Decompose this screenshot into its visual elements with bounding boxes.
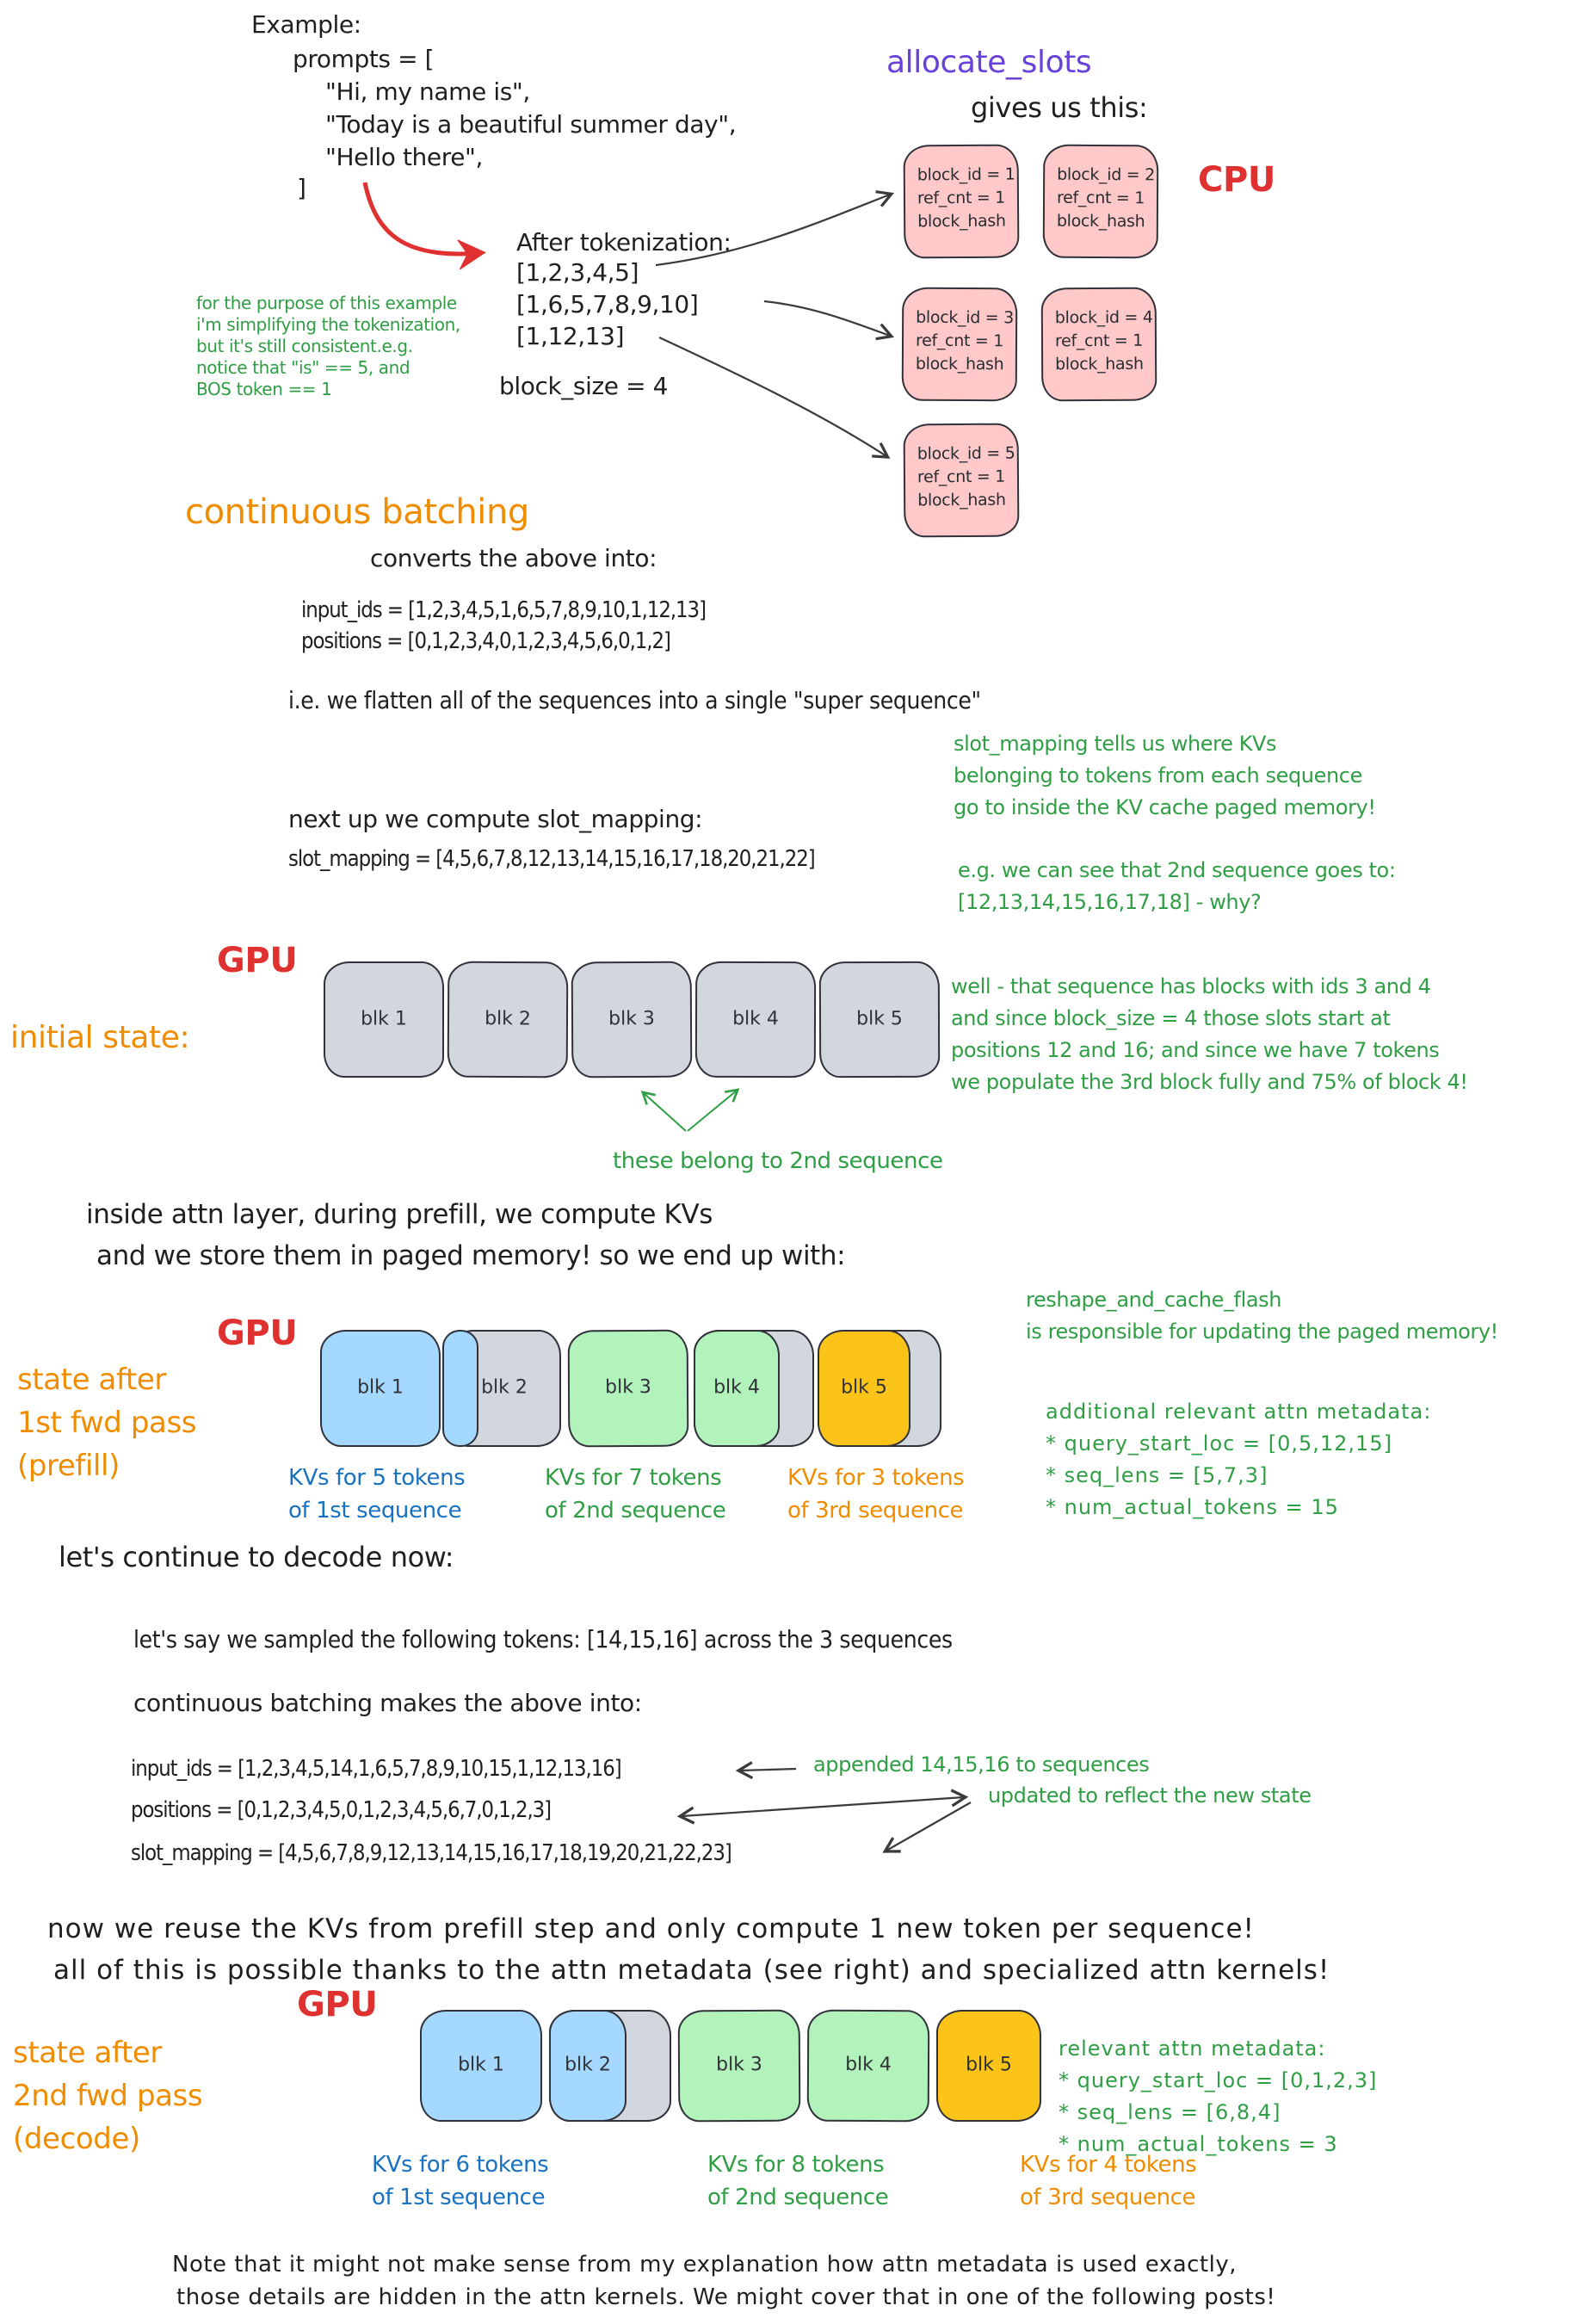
gpu-label-initial: GPU (217, 941, 298, 980)
prefill-blk-1-label: blk 1 (357, 1376, 404, 1399)
flatten-note: i.e. we flatten all of the sequences into a single "super sequence" (288, 686, 981, 714)
decode-title: let's continue to decode now: (59, 1541, 454, 1573)
cpu-block-4-ref: ref_cnt = 1 (1054, 331, 1144, 351)
cpu-block-1-hash: block_hash (917, 211, 1006, 232)
prefill-meta-1: * query_start_loc = [0,5,12,15] (1046, 1431, 1392, 1456)
tokenization-note (196, 293, 460, 400)
initial-blk-2-label: blk 2 (485, 1007, 531, 1029)
prefill-blk-3-label: blk 3 (605, 1376, 651, 1399)
cpu-block-5-ref: ref_cnt = 1 (917, 467, 1006, 487)
decode-cap-2 (707, 2148, 888, 2214)
initial-blk-3-label: blk 3 (608, 1007, 655, 1029)
why-note-l3: positions 12 and 16; and since we have 7 tokens (951, 1038, 1440, 1062)
decode-cap-1 (372, 2148, 548, 2214)
initial-blk-5-label: blk 5 (856, 1007, 903, 1029)
cpu-block-1 (904, 145, 1020, 259)
decode-cap-2a: KVs for 8 tokens (707, 2152, 885, 2178)
slot-mapping-example (958, 855, 1396, 918)
cpu-block-3-ref: ref_cnt = 1 (915, 331, 1004, 351)
arrow-tokens2-to-block3 (764, 301, 890, 336)
slot-mapping-note-l2: belonging to tokens from each sequence (954, 763, 1362, 788)
tokenization-note-l4: notice that "is" == 5, and (196, 357, 410, 378)
arrow-slotmap-updated (886, 1802, 971, 1851)
tokens-seq2: [1,6,5,7,8,9,10] (516, 290, 699, 318)
next-up-slot-mapping: next up we compute slot_mapping: (288, 805, 703, 833)
initial-blk-4-label: blk 4 (732, 1007, 779, 1029)
decode-state-l3: (decode) (13, 2122, 140, 2156)
tokenization-note-l1: for the purpose of this example (196, 293, 457, 313)
batching-positions: positions = [0,1,2,3,4,0,1,2,3,4,5,6,0,1,2] (301, 628, 670, 654)
cpu-block-2-id: block_id = 2 (1057, 164, 1155, 185)
decode-attn-metadata (1059, 2033, 1377, 2160)
batching-slot-mapping: slot_mapping = [4,5,6,7,8,12,13,14,15,16,17,18,20,21,22] (288, 846, 815, 872)
tokens-seq1: [1,2,3,4,5] (516, 258, 639, 287)
decode-blk-5-label: blk 5 (966, 2054, 1012, 2076)
prefill-intro-2: and we store them in paged memory! so we end up with: (96, 1240, 846, 1271)
cpu-block-1-id: block_id = 1 (917, 164, 1015, 185)
prefill-cap-2 (545, 1462, 725, 1527)
prefill-cap-3b: of 3rd sequence (787, 1498, 964, 1524)
prompt-1: "Hi, my name is", (325, 77, 530, 106)
tokenization-note-l5: BOS token == 1 (196, 379, 332, 399)
initial-blk-1 (324, 961, 444, 1078)
prefill-blk-4-label: blk 4 (713, 1376, 760, 1399)
cpu-label: CPU (1198, 160, 1275, 200)
decode-cap-1a: KVs for 6 tokens (372, 2152, 549, 2178)
decode-blk-5 (936, 2010, 1041, 2122)
decode-blk-2-label: blk 2 (565, 2054, 611, 2076)
example-title: Example: (251, 10, 361, 39)
reshape-note (1026, 1284, 1498, 1348)
decode-slot-mapping: slot_mapping = [4,5,6,7,8,9,12,13,14,15,16,17,18,19,20,21,22,23] (131, 1840, 731, 1866)
prefill-cap-3 (787, 1462, 964, 1527)
prefill-cap-1a: KVs for 5 tokens (288, 1465, 466, 1491)
cpu-block-5-hash: block_hash (917, 490, 1006, 510)
reshape-note-l2: is responsible for updating the paged memory! (1026, 1320, 1498, 1344)
prefill-blk-1 (320, 1330, 441, 1447)
decode-blk-3-label: blk 3 (716, 2054, 762, 2076)
prefill-meta-title: additional relevant attn metadata: (1046, 1400, 1432, 1424)
prefill-blk-4-green-part (694, 1330, 780, 1447)
cpu-block-4-id: block_id = 4 (1054, 307, 1153, 328)
prefill-cap-1 (288, 1462, 465, 1527)
decode-blk-1-label: blk 1 (458, 2054, 504, 2076)
arrow-prompts-to-tokenization (365, 182, 478, 254)
prefill-blk-3 (568, 1330, 689, 1448)
why-note-l4: we populate the 3rd block fully and 75% of block 4! (951, 1070, 1468, 1094)
initial-state-label: initial state: (10, 1020, 190, 1055)
decode-state-l2: 2nd fwd pass (13, 2079, 203, 2113)
tokenization-note-l3: but it's still consistent.e.g. (196, 336, 413, 356)
cpu-block-5-id: block_id = 5 (917, 443, 1015, 464)
batching-input-ids: input_ids = [1,2,3,4,5,1,6,5,7,8,9,10,1,12,13] (301, 597, 706, 623)
prefill-blk-5-label: blk 5 (841, 1376, 887, 1399)
initial-blk-4 (695, 961, 816, 1078)
prefill-cap-1b: of 1st sequence (288, 1498, 462, 1524)
footer-note-1: Note that it might not make sense from my explanation how attn metadata is used exactly, (172, 2252, 1237, 2278)
cpu-block-5 (904, 423, 1020, 538)
updated-note: updated to reflect the new state (988, 1783, 1312, 1808)
prompts-open: prompts = [ (293, 45, 435, 73)
reshape-note-l1: reshape_and_cache_flash (1026, 1288, 1282, 1312)
prefill-cap-3a: KVs for 3 tokens (787, 1465, 965, 1491)
decode-state-l1: state after (13, 2036, 162, 2070)
decode-sampled: let's say we sampled the following tokens: [14,15,16] across the 3 sequences (133, 1625, 953, 1653)
allocate-slots-label: allocate_slots (886, 45, 1092, 80)
cpu-block-4-hash: block_hash (1055, 354, 1144, 374)
prompt-3: "Hello there", (325, 143, 484, 171)
prefill-blk-2-blue-part (442, 1330, 478, 1447)
belong-2nd-sequence: these belong to 2nd sequence (613, 1148, 943, 1174)
appended-note: appended 14,15,16 to sequences (813, 1752, 1150, 1777)
block-size: block_size = 4 (499, 372, 669, 400)
slot-mapping-example-l1: e.g. we can see that 2nd sequence goes to: (958, 858, 1396, 882)
decode-state-label (13, 2031, 202, 2160)
prefill-meta-3: * num_actual_tokens = 15 (1046, 1495, 1339, 1519)
prefill-blk-2-label: blk 2 (481, 1376, 528, 1399)
cpu-block-3 (902, 287, 1018, 402)
decode-meta-title: relevant attn metadata: (1059, 2037, 1326, 2061)
cpu-block-2-ref: ref_cnt = 1 (1056, 188, 1145, 208)
decode-meta-2: * seq_lens = [6,8,4] (1059, 2100, 1281, 2124)
initial-blk-1-label: blk 1 (361, 1007, 407, 1029)
reuse-line-2: all of this is possible thanks to the attn metadata (see right) and specialized attn kernels! (53, 1955, 1330, 1986)
slot-mapping-note-l1: slot_mapping tells us where KVs (954, 732, 1277, 756)
decode-cap-3a: KVs for 4 tokens (1020, 2152, 1197, 2178)
tokenization-note-l2: i'm simplifying the tokenization, (196, 314, 460, 335)
arrow-belong-left (644, 1093, 686, 1131)
prefill-state-l3: (prefill) (17, 1449, 120, 1483)
decode-meta-3: * num_actual_tokens = 3 (1059, 2132, 1338, 2156)
why-note (951, 971, 1468, 1098)
why-note-l1: well - that sequence has blocks with ids 3 and 4 (951, 974, 1431, 998)
decode-cap-2b: of 2nd sequence (707, 2185, 889, 2210)
prefill-meta-2: * seq_lens = [5,7,3] (1046, 1463, 1268, 1487)
decode-input-ids: input_ids = [1,2,3,4,5,14,1,6,5,7,8,9,10,15,1,12,13,16] (131, 1756, 621, 1782)
slot-mapping-note-l3: go to inside the KV cache paged memory! (954, 795, 1376, 819)
arrow-tokens3-to-block5 (659, 337, 886, 456)
gives-us-this: gives us this: (971, 91, 1148, 124)
decode-blk-2-blue-part (549, 2010, 627, 2122)
initial-blk-5 (819, 961, 940, 1078)
decode-cap-3b: of 3rd sequence (1020, 2185, 1196, 2210)
converts-subtitle: converts the above into: (370, 544, 657, 572)
cpu-block-1-ref: ref_cnt = 1 (917, 188, 1006, 208)
cpu-block-2-hash: block_hash (1056, 211, 1145, 232)
cpu-block-2 (1043, 145, 1159, 259)
decode-meta-1: * query_start_loc = [0,1,2,3] (1059, 2068, 1378, 2092)
decode-cap-1b: of 1st sequence (372, 2185, 546, 2210)
prefill-state-label (17, 1358, 196, 1487)
decode-blk-4-label: blk 4 (845, 2054, 892, 2076)
prompt-2: "Today is a beautiful summer day", (325, 110, 737, 139)
decode-blk-1 (420, 2010, 542, 2122)
arrow-updated (682, 1797, 964, 1816)
tokens-seq3: [1,12,13] (516, 322, 625, 350)
decode-positions: positions = [0,1,2,3,4,5,0,1,2,3,4,5,6,7,0,1,2,3] (131, 1797, 552, 1823)
prompts-close: ] (297, 174, 306, 202)
prefill-state-l2: 1st fwd pass (17, 1406, 197, 1440)
prefill-attn-metadata (1046, 1396, 1431, 1524)
cpu-block-3-hash: block_hash (915, 354, 1004, 374)
decode-blk-3 (678, 2010, 801, 2123)
prefill-intro-1: inside attn layer, during prefill, we compute KVs (86, 1199, 713, 1230)
cpu-block-3-id: block_id = 3 (916, 307, 1014, 328)
prefill-blk-5-yellow-part (818, 1330, 910, 1447)
prefill-cap-2b: of 2nd sequence (545, 1498, 726, 1524)
prefill-cap-2a: KVs for 7 tokens (545, 1465, 722, 1491)
initial-blk-2 (448, 961, 569, 1079)
continuous-batching-title: continuous batching (185, 492, 529, 532)
gpu-label-prefill: GPU (217, 1313, 298, 1353)
gpu-label-decode: GPU (297, 1985, 378, 2024)
cpu-block-4 (1041, 287, 1157, 402)
slot-mapping-example-l2: [12,13,14,15,16,17,18] - why? (958, 890, 1262, 914)
prefill-state-l1: state after (17, 1363, 166, 1397)
slot-mapping-note (954, 728, 1376, 824)
why-note-l2: and since block_size = 4 those slots start at (951, 1006, 1391, 1030)
decode-blk-4 (807, 2010, 930, 2123)
arrow-appended (740, 1769, 796, 1771)
after-tokenization-title: After tokenization: (516, 228, 731, 257)
footer-note-2: those details are hidden in the attn kernels. We might cover that in one of the following posts! (176, 2284, 1276, 2310)
reuse-line-1: now we reuse the KVs from prefill step and only compute 1 new token per sequence! (47, 1913, 1255, 1944)
arrow-belong-right (688, 1091, 737, 1131)
initial-blk-3 (571, 961, 693, 1079)
decode-makes: continuous batching makes the above into: (133, 1689, 642, 1717)
